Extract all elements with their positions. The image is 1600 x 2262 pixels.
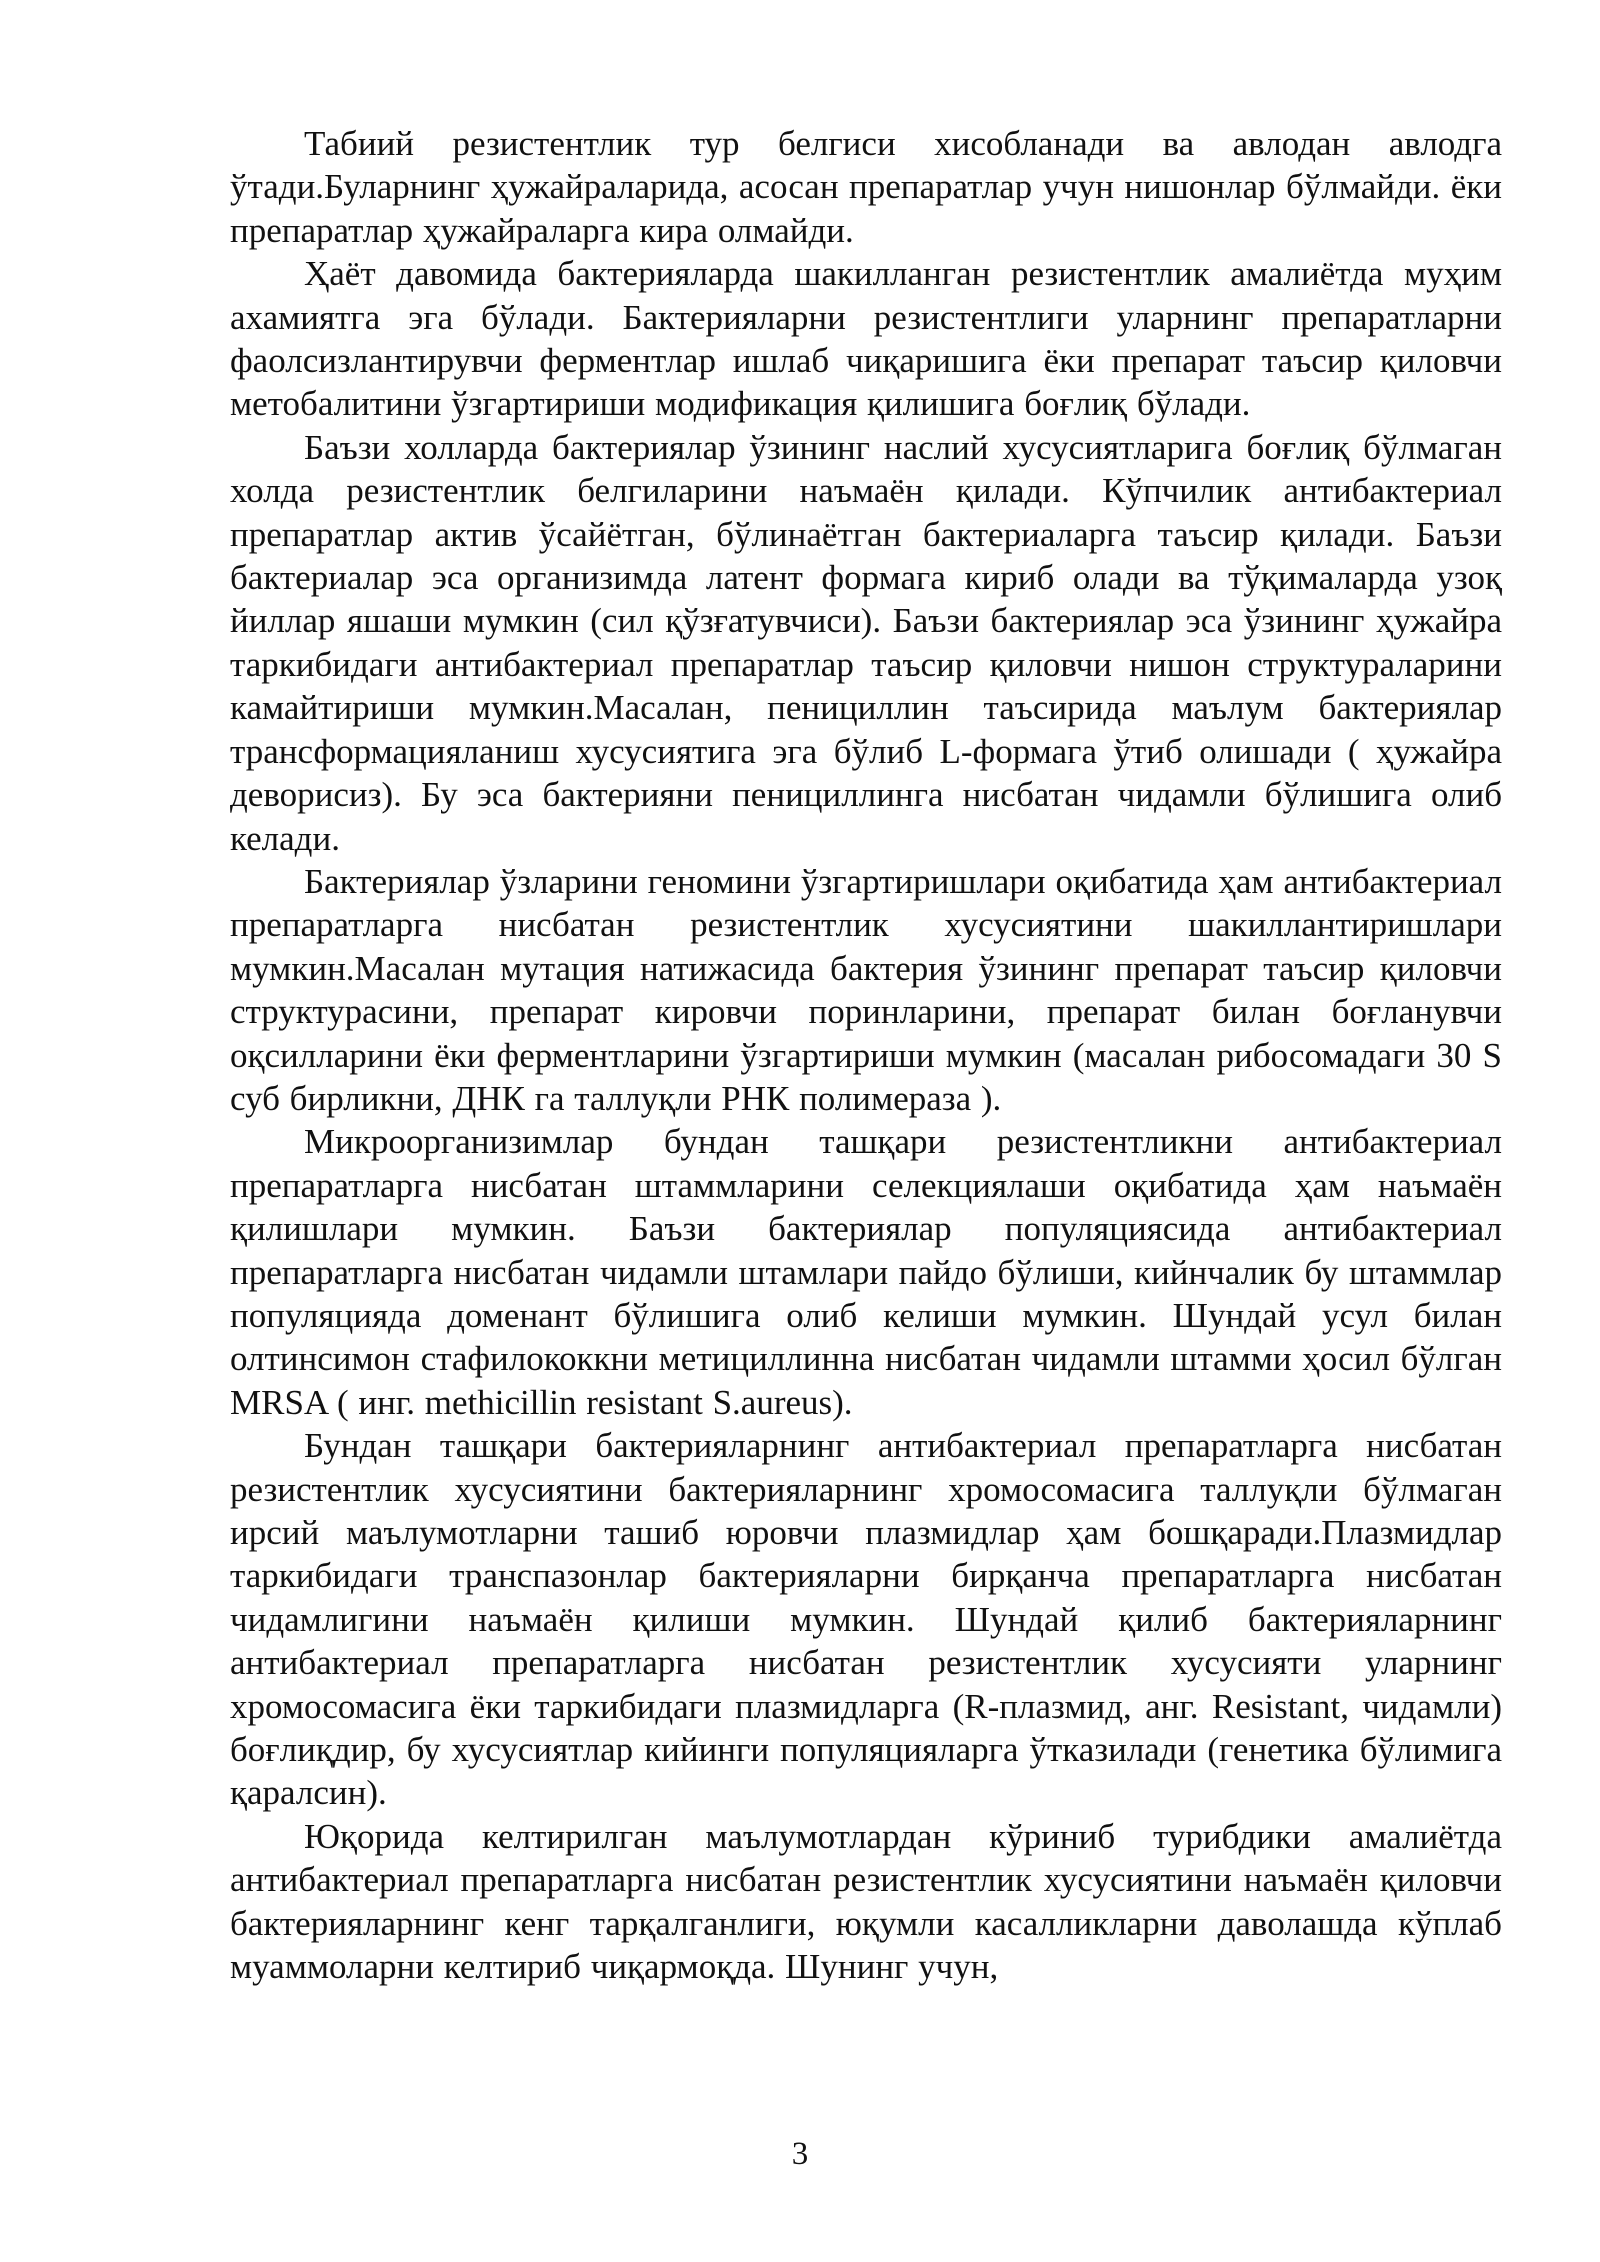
document-body [230, 122, 1502, 1988]
paragraph-genome-mutation: Бактериялар ўзларини геномини ўзгартиришлари оқибатида ҳам антибактериал препаратларга нисбатан резистентлик хусусиятини шакиллантиришлари мумкин.Масалан мутация натижасида бактерия ўзининг препарат таъсир қиловчи структурасини, препарат кировчи поринларини, препарат билан боғланувчи оқсилларини ёки ферментларини ўзгартириши мумкин (масалан рибосомадаги 30 S суб бирликни, ДНК га таллуқли РНК полимераза ). [230, 861, 1502, 1118]
paragraph-natural-resistance: Табиий резистентлик тур белгиси хисобланади ва авлодан авлодга ўтади.Буларнинг ҳужайраларида, асосан препаратлар учун нишонлар бўлмайди. ёки препаратлар ҳужайраларга кира олмайди. [230, 124, 1502, 250]
paragraph-non-hereditary-resistance: Баъзи холларда бактериялар ўзининг наслий хусусиятларига боғлиқ бўлмаган холда резистентлик белгиларини наъмаён қилади. Кўпчилик антибактериал препаратлар актив ўсайётган, бўлинаётган бактериаларга таъсир қилади. Баъзи бактериалар эса организимда латент формага кириб олади ва тўқималарда узоқ йиллар яшаши мумкин (сил қўзғатувчиси). Баъзи бактериялар эса ўзининг ҳужайра таркибидаги антибактериал препаратлар таъсир қиловчи нишон структураларини камайтириши мумкин.Масалан, пенициллин таъсирида маълум бактериялар трансформацияланиш хусусиятига эга бўлиб L-формага ўтиб олишади ( ҳужайра деворисиз). Бу эса бактерияни пенициллинга нисбатан чидамли бўлишига олиб келади. [230, 427, 1502, 858]
paragraph-plasmid-resistance: Бундан ташқари бактерияларнинг антибактериал препаратларга нисбатан резистентлик хусусиятини бактерияларнинг хромосомасига таллуқли бўлмаган ирсий маълумотларни ташиб юровчи плазмидлар ҳам бошқаради.Плазмидлар таркибидаги транспазонлар бактерияларни бирқанча препаратларга нисбатан чидамлигини наъмаён қилиши мумкин. Шундай қилиб бактерияларнинг антибактериал препаратларга нисбатан резистентлик хусусияти уларнинг хромосомасига ёки таркибидаги плазмидларга (R-плазмид, анг. Resistant, чидамли) боғлиқдир, бу хусусиятлар кийинги популяцияларга ўтказилади (генетика бўлимига қаралсин). [230, 1426, 1502, 1813]
page-number: 3 [791, 2136, 809, 2172]
paragraph-acquired-resistance: Ҳаёт давомида бактерияларда шакилланган резистентлик амалиётда муҳим ахамиятга эга бўлади. Бактерияларни резистентлиги уларнинг препаратларни фаолсизлантирувчи ферментлар ишлаб чиқаришига ёки препарат таъсир қиловчи метобалитини ўзгартириши модификация қилишига боғлиқ бўлади. [230, 254, 1502, 424]
paragraph-strain-selection: Микроорганизимлар бундан ташқари резистентликни антибактериал препаратларга нисбатан штаммларини селекциялаши оқибатида ҳам наъмаён қилишлари мумкин. Баъзи бактериялар популяциясида антибактериал препаратларга нисбатан чидамли штамлари пайдо бўлиши, кийнчалик бу штаммлар популяцияда доменант бўлишига олиб келиши мумкин. Шундай усул билан олтинсимон стафилококкни метициллинна нисбатан чидамли штамми ҳосил бўлган MRSA ( инг. methicillin resistant S.aureus). [230, 1122, 1502, 1422]
paragraph-conclusion: Юқорида келтирилган маълумотлардан кўриниб турибдики амалиётда антибактериал препаратларга нисбатан резистентлик хусусиятини наъмаён қиловчи бактерияларнинг кенг тарқалганлиги, юқумли касалликларни даволашда кўплаб муаммоларни келтириб чиқармоқда. Шунинг учун, [230, 1816, 1502, 1987]
